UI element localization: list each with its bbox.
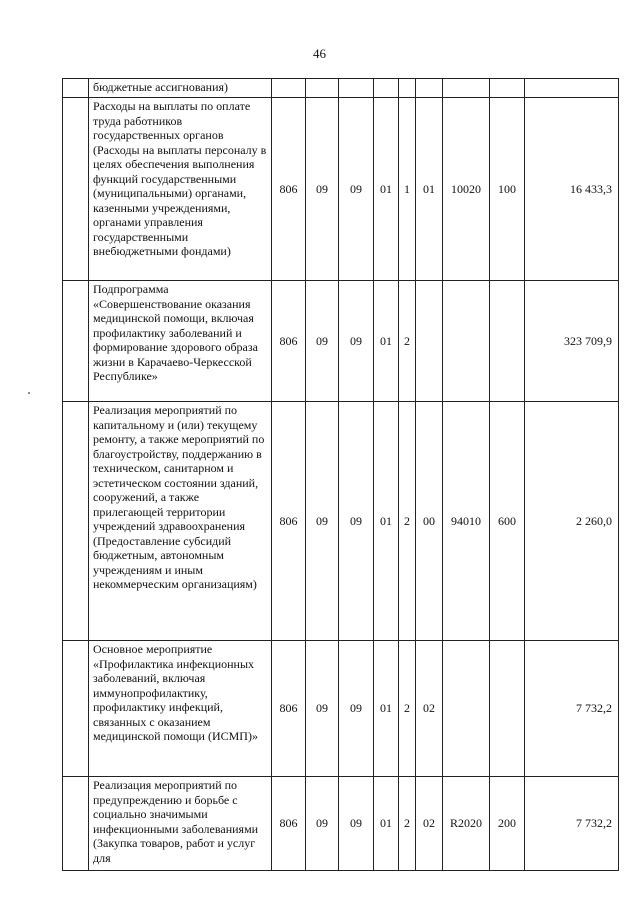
- row-number-cell: [63, 402, 89, 641]
- program-code-cell: [374, 402, 399, 641]
- row-number-cell: [63, 777, 89, 871]
- direction-code-cell: [443, 641, 490, 777]
- subsection-code-cell: [339, 777, 374, 871]
- expense-type-code-cell: [490, 79, 525, 98]
- item-name-cell: [89, 79, 272, 98]
- subsection-code-cell: [339, 402, 374, 641]
- subprogram-code-cell: [399, 641, 416, 777]
- direction-code: 10020: [451, 181, 481, 196]
- subprogram-code: 2: [404, 513, 410, 528]
- amount: 7 732,2: [576, 816, 612, 831]
- event-code-cell: [416, 641, 443, 777]
- section-code-cell: [306, 641, 339, 777]
- item-name-cell: [89, 98, 272, 281]
- subsection-code-cell: [339, 98, 374, 281]
- item-name-cell: [89, 777, 272, 871]
- amount-cell: [525, 777, 619, 871]
- section-code: 09: [316, 701, 328, 716]
- ministry-code-cell: [272, 777, 306, 871]
- event-code: 02: [423, 701, 435, 716]
- amount-cell: [525, 98, 619, 281]
- program-code: 01: [380, 513, 392, 528]
- item-name: Подпрограмма «Совершенствование оказания медицинской помощи, включая профилактику заболеваний и формирование здорового образа жизни в Карачаево-Черкесской Республике»: [93, 282, 258, 383]
- direction-code-cell: [443, 402, 490, 641]
- item-name-cell: [89, 281, 272, 402]
- expense-type-code-cell: [490, 777, 525, 871]
- table-row: [63, 777, 619, 871]
- item-name: Основное мероприятие «Профилактика инфекционных заболеваний, включая иммунопрофилактику, профилактику инфекций, связанных с оказанием медицинской помощи (ИСМП)»: [93, 642, 258, 743]
- section-code: 09: [316, 816, 328, 831]
- subprogram-code: 2: [404, 701, 410, 716]
- event-code: 02: [423, 816, 435, 831]
- section-code-cell: [306, 98, 339, 281]
- subprogram-code: 2: [404, 333, 410, 348]
- subprogram-code: 2: [404, 816, 410, 831]
- subsection-code-cell: [339, 79, 374, 98]
- program-code-cell: [374, 98, 399, 281]
- amount-cell: [525, 79, 619, 98]
- expense-type-code: 100: [498, 181, 516, 196]
- ministry-code-cell: [272, 281, 306, 402]
- budget-table: [62, 78, 619, 871]
- subprogram-code-cell: [399, 402, 416, 641]
- program-code: 01: [380, 701, 392, 716]
- subprogram-code-cell: [399, 79, 416, 98]
- table-row: [63, 641, 619, 777]
- program-code: 01: [380, 816, 392, 831]
- ministry-code-cell: [272, 402, 306, 641]
- ministry-code-cell: [272, 79, 306, 98]
- expense-type-code-cell: [490, 402, 525, 641]
- direction-code-cell: [443, 281, 490, 402]
- amount-cell: [525, 281, 619, 402]
- direction-code: R2020: [449, 816, 482, 831]
- event-code: 00: [423, 513, 435, 528]
- amount-cell: [525, 402, 619, 641]
- page-number: 46: [313, 46, 326, 61]
- event-code-cell: [416, 98, 443, 281]
- ministry-code-cell: [272, 98, 306, 281]
- amount-cell: [525, 641, 619, 777]
- subsection-code: 09: [350, 701, 362, 716]
- scan-speck: [28, 392, 30, 394]
- subprogram-code: 1: [404, 181, 410, 196]
- event-code-cell: [416, 79, 443, 98]
- ministry-code: 806: [279, 816, 298, 831]
- subsection-code-cell: [339, 281, 374, 402]
- program-code-cell: [374, 777, 399, 871]
- section-code-cell: [306, 79, 339, 98]
- amount: 16 433,3: [570, 181, 612, 196]
- direction-code: 94010: [451, 513, 481, 528]
- program-code-cell: [374, 641, 399, 777]
- amount: 323 709,9: [564, 333, 612, 348]
- item-name: Расходы на выплаты по оплате труда работников государственных органов (Расходы на выплаты персоналу в целях обеспечения выполнения функций государственными (муниципальными) органами, казенными учреждениями, органами управления государственными внебюджетными фондами): [93, 99, 267, 258]
- subsection-code: 09: [350, 181, 362, 196]
- subsection-code: 09: [350, 513, 362, 528]
- event-code-cell: [416, 402, 443, 641]
- subprogram-code-cell: [399, 281, 416, 402]
- subsection-code: 09: [350, 816, 362, 831]
- program-code-cell: [374, 281, 399, 402]
- direction-code-cell: [443, 98, 490, 281]
- item-name: бюджетные ассигнования): [93, 80, 229, 94]
- section-code-cell: [306, 777, 339, 871]
- section-code-cell: [306, 281, 339, 402]
- subprogram-code-cell: [399, 777, 416, 871]
- event-code-cell: [416, 777, 443, 871]
- section-code: 09: [316, 181, 328, 196]
- row-number-cell: [63, 98, 89, 281]
- ministry-code-cell: [272, 641, 306, 777]
- subsection-code-cell: [339, 641, 374, 777]
- section-code: 09: [316, 513, 328, 528]
- program-code: 01: [380, 333, 392, 348]
- section-code-cell: [306, 402, 339, 641]
- table-row: [63, 98, 619, 281]
- item-name-cell: [89, 641, 272, 777]
- table-row: [63, 402, 619, 641]
- subsection-code: 09: [350, 333, 362, 348]
- event-code: 01: [423, 181, 435, 196]
- item-name-cell: [89, 402, 272, 641]
- section-code: 09: [316, 333, 328, 348]
- ministry-code: 806: [279, 333, 298, 348]
- amount: 7 732,2: [576, 701, 612, 716]
- expense-type-code-cell: [490, 98, 525, 281]
- ministry-code: 806: [279, 701, 298, 716]
- program-code: 01: [380, 181, 392, 196]
- item-name: Реализация мероприятий по предупреждению и борьбе с социально значимыми инфекционными заболеваниями (Закупка товаров, работ и услуг для: [93, 778, 259, 865]
- expense-type-code: 600: [498, 513, 516, 528]
- ministry-code: 806: [279, 181, 298, 196]
- program-code-cell: [374, 79, 399, 98]
- expense-type-code-cell: [490, 641, 525, 777]
- direction-code-cell: [443, 79, 490, 98]
- amount: 2 260,0: [576, 513, 612, 528]
- ministry-code: 806: [279, 513, 298, 528]
- row-number-cell: [63, 641, 89, 777]
- table-row: [63, 79, 619, 98]
- subprogram-code-cell: [399, 98, 416, 281]
- table-row: [63, 281, 619, 402]
- row-number-cell: [63, 79, 89, 98]
- direction-code-cell: [443, 777, 490, 871]
- expense-type-code: 200: [498, 816, 516, 831]
- row-number-cell: [63, 281, 89, 402]
- expense-type-code-cell: [490, 281, 525, 402]
- item-name: Реализация мероприятий по капитальному и (или) текущему ремонту, а также мероприятий по благоустройству, поддержанию в техническом, санитарном и эстетическом состоянии зданий, сооружений, а также прилегающей территории учреждений здравоохранения (Предоставление субсидий бюджетным, автономным учреждениям и иным некоммерческим организациям): [93, 403, 265, 591]
- event-code-cell: [416, 281, 443, 402]
